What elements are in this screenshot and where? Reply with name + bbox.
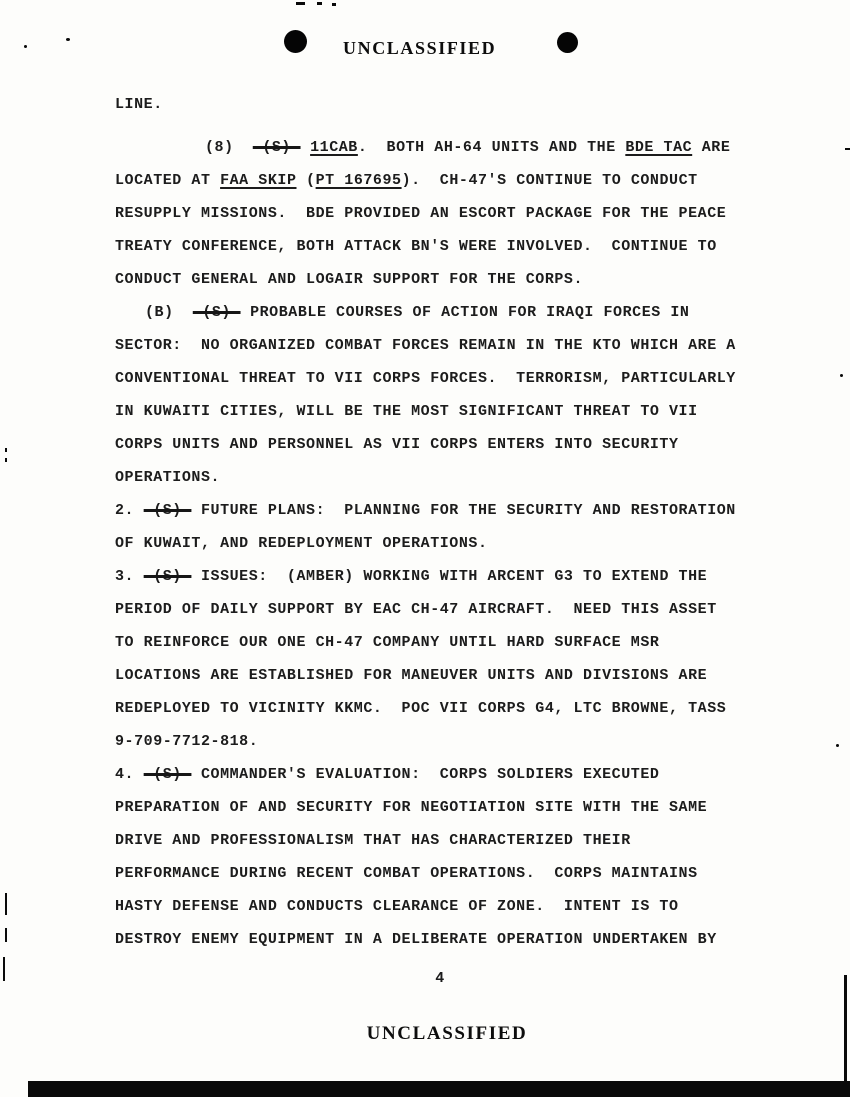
- text-segment: CONVENTIONAL THREAT TO VII CORPS FORCES. TERRORISM, PARTICULARLY: [115, 370, 736, 387]
- scan-artifact-mark: [317, 2, 322, 5]
- underlined-text: FAA SKIP: [220, 172, 297, 189]
- text-line: [115, 560, 785, 593]
- text-line: [115, 923, 785, 956]
- text-line: [115, 263, 785, 296]
- text-segment: REDEPLOYED TO VICINITY KKMC. POC VII CORPS G4, LTC BROWNE, TASS: [115, 700, 727, 717]
- scan-artifact-mark: [5, 448, 7, 452]
- scan-artifact-mark: [5, 458, 7, 462]
- scan-artifact-mark: [3, 957, 5, 981]
- text-segment: PERFORMANCE DURING RECENT COMBAT OPERATIONS. CORPS MAINTAINS: [115, 865, 698, 882]
- text-segment: (: [296, 172, 316, 189]
- text-segment: (B): [145, 304, 193, 321]
- scan-artifact-mark: [24, 45, 27, 48]
- text-segment: IN KUWAITI CITIES, WILL BE THE MOST SIGNIFICANT THREAT TO VII: [115, 403, 698, 420]
- scan-artifact-mark: [296, 2, 305, 5]
- text-segment: DESTROY ENEMY EQUIPMENT IN A DELIBERATE OPERATION UNDERTAKEN BY: [115, 931, 717, 948]
- text-line: [115, 494, 785, 527]
- scan-artifact-mark: [845, 148, 850, 150]
- text-segment: . BOTH AH-64 UNITS AND THE: [357, 139, 626, 156]
- redacted-classification-mark: -(S)-: [252, 139, 301, 156]
- text-segment: RESUPPLY MISSIONS. BDE PROVIDED AN ESCORT PACKAGE FOR THE PEACE: [115, 205, 727, 222]
- declassification-dot-left-icon: [284, 30, 307, 53]
- text-line: [115, 593, 785, 626]
- text-segment: LOCATIONS ARE ESTABLISHED FOR MANEUVER UNITS AND DIVISIONS ARE: [115, 667, 708, 684]
- text-line: [115, 131, 785, 164]
- text-line: [115, 329, 785, 362]
- scan-artifact-mark: [840, 374, 843, 377]
- text-line: [115, 857, 785, 890]
- text-segment: CORPS UNITS AND PERSONNEL AS VII CORPS ENTERS INTO SECURITY: [115, 436, 679, 453]
- redacted-classification-mark: -(S)-: [143, 568, 192, 585]
- text-line: [115, 461, 785, 494]
- redacted-classification-mark: -(S)-: [192, 304, 241, 321]
- text-segment: LINE.: [115, 96, 163, 113]
- scan-artifact-mark: [66, 38, 70, 41]
- text-segment: TREATY CONFERENCE, BOTH ATTACK BN'S WERE INVOLVED. CONTINUE TO: [115, 238, 717, 255]
- scan-artifact-mark: [332, 3, 336, 6]
- scan-artifact-right-edge-line: [844, 975, 847, 1082]
- scan-artifact-mark: [5, 928, 7, 942]
- footer-classification-label: UNCLASSIFIED: [366, 1023, 528, 1044]
- underlined-text: PT 167695: [315, 172, 402, 189]
- scan-artifact-bottom-bar: [28, 1081, 850, 1097]
- text-line: [115, 527, 785, 560]
- text-line: [115, 725, 785, 758]
- text-segment: SECTOR: NO ORGANIZED COMBAT FORCES REMAIN IN THE KTO WHICH ARE A: [115, 337, 736, 354]
- text-line: [115, 758, 785, 791]
- text-line: [115, 626, 785, 659]
- text-line: [115, 362, 785, 395]
- text-line: [115, 791, 785, 824]
- text-line: [115, 197, 785, 230]
- text-line: [115, 395, 785, 428]
- text-segment: 9-709-7712-818.: [115, 733, 259, 750]
- text-segment: TO REINFORCE OUR ONE CH-47 COMPANY UNTIL HARD SURFACE MSR: [115, 634, 660, 651]
- text-segment: [301, 139, 311, 156]
- scan-artifact-mark: [5, 893, 7, 915]
- text-segment: OPERATIONS.: [115, 469, 221, 486]
- text-segment: 3.: [115, 568, 144, 585]
- text-line: [115, 428, 785, 461]
- page-number: 4: [435, 970, 445, 987]
- text-segment: OF KUWAIT, AND REDEPLOYMENT OPERATIONS.: [115, 535, 488, 552]
- text-segment: PREPARATION OF AND SECURITY FOR NEGOTIATION SITE WITH THE SAME: [115, 799, 708, 816]
- text-segment: COMMANDER'S EVALUATION: CORPS SOLDIERS EXECUTED: [191, 766, 660, 783]
- redacted-classification-mark: -(S)-: [143, 502, 192, 519]
- text-segment: LOCATED AT: [115, 172, 221, 189]
- underlined-text: BDE TAC: [625, 139, 693, 156]
- document-body: [115, 88, 785, 956]
- text-segment: PERIOD OF DAILY SUPPORT BY EAC CH-47 AIRCRAFT. NEED THIS ASSET: [115, 601, 717, 618]
- redacted-classification-mark: -(S)-: [143, 766, 192, 783]
- text-segment: ARE: [692, 139, 731, 156]
- text-line: [115, 88, 785, 121]
- text-segment: ). CH-47'S CONTINUE TO CONDUCT: [401, 172, 698, 189]
- text-segment: CONDUCT GENERAL AND LOGAIR SUPPORT FOR THE CORPS.: [115, 271, 584, 288]
- text-segment: FUTURE PLANS: PLANNING FOR THE SECURITY AND RESTORATION: [191, 502, 736, 519]
- text-segment: (8): [205, 139, 253, 156]
- text-line: [115, 890, 785, 923]
- text-segment: PROBABLE COURSES OF ACTION FOR IRAQI FORCES IN: [240, 304, 690, 321]
- text-line: [115, 164, 785, 197]
- scan-artifact-mark: [836, 744, 839, 747]
- underlined-text: 11CAB: [310, 139, 358, 156]
- text-line: [115, 296, 785, 329]
- text-line: [115, 659, 785, 692]
- text-line: [115, 824, 785, 857]
- text-line: [115, 230, 785, 263]
- text-segment: DRIVE AND PROFESSIONALISM THAT HAS CHARACTERIZED THEIR: [115, 832, 631, 849]
- text-segment: 2.: [115, 502, 144, 519]
- text-segment: 4.: [115, 766, 144, 783]
- text-line: [115, 692, 785, 725]
- text-segment: ISSUES: (AMBER) WORKING WITH ARCENT G3 TO EXTEND THE: [191, 568, 708, 585]
- text-segment: HASTY DEFENSE AND CONDUCTS CLEARANCE OF ZONE. INTENT IS TO: [115, 898, 679, 915]
- declassification-dot-right-icon: [557, 32, 578, 53]
- header-classification-label: UNCLASSIFIED: [343, 38, 497, 58]
